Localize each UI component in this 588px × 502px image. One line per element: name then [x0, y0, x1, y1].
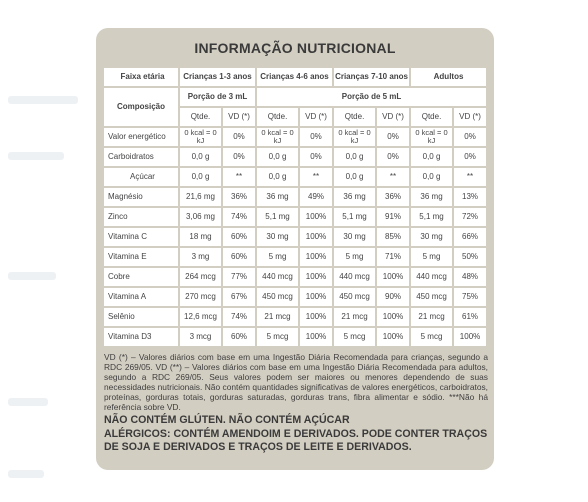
table-row [104, 148, 486, 166]
vd-cell: 67% [223, 288, 255, 306]
vd-cell: 61% [454, 308, 486, 326]
faixa-etaria-label: Faixa etária [104, 68, 178, 86]
vd-cell: 49% [300, 188, 332, 206]
quantity-cell: 21 mcg [334, 308, 375, 326]
nutrient-label: Vitamina D3 [104, 328, 178, 346]
vd-cell: 100% [377, 268, 409, 286]
quantity-cell: 30 mg [334, 228, 375, 246]
quantity-cell: 3 mg [180, 248, 221, 266]
sub-header: Qtde. [180, 108, 221, 126]
gluten-sugar-warning: NÃO CONTÉM GLÚTEN. NÃO CONTÉM AÇÚCAR [104, 414, 350, 426]
quantity-cell: 5 mg [334, 248, 375, 266]
quantity-cell: 0 kcal = 0 kJ [180, 128, 221, 146]
quantity-cell: 440 mcg [411, 268, 452, 286]
allergen-warning: ALÉRGICOS: CONTÉM AMENDOIM E DERIVADOS. PODE CONTER TRAÇOS DE SOJA E DERIVADOS E TRAÇOS DE LEITE E DERIVADOS. [104, 427, 488, 453]
quantity-cell: 5,1 mg [411, 208, 452, 226]
vd-cell: 100% [300, 328, 332, 346]
sub-header: VD (*) [454, 108, 486, 126]
quantity-cell: 5 mcg [411, 328, 452, 346]
vd-cell: ** [300, 168, 332, 186]
quantity-cell: 0,0 g [180, 148, 221, 166]
vd-cell: 13% [454, 188, 486, 206]
vd-cell: 0% [223, 148, 255, 166]
table-row [104, 288, 486, 306]
vd-cell: ** [223, 168, 255, 186]
table-row [104, 188, 486, 206]
quantity-cell: 5 mcg [334, 328, 375, 346]
vd-cell: 100% [300, 228, 332, 246]
sub-header: Qtde. [334, 108, 375, 126]
vd-cell: 91% [377, 208, 409, 226]
table-row [104, 168, 486, 186]
vd-cell: 48% [454, 268, 486, 286]
table-row [104, 328, 486, 346]
vd-cell: 100% [300, 308, 332, 326]
quantity-cell: 0,0 g [180, 168, 221, 186]
quantity-cell: 440 mcg [257, 268, 298, 286]
background-ghost [8, 470, 44, 478]
nutrition-panel [96, 28, 494, 470]
nutrient-label: Carboidratos [104, 148, 178, 166]
vd-cell: 100% [300, 288, 332, 306]
vd-cell: 100% [300, 208, 332, 226]
quantity-cell: 3 mcg [180, 328, 221, 346]
vd-cell: 50% [454, 248, 486, 266]
vd-cell: 72% [454, 208, 486, 226]
footnote-text: VD (*) – Valores diários com base em uma Ingestão Diária Recomendada para crianças, segundo a RDC 269/05. VD (**) – Valores diários com base em uma Ingestão Diária Recomendada para adultos, segundo a RDC 269/05. Seus valores podem ser maiores ou menores dependendo de suas necessidades nutricionais. Não contém quantidades significativas de valores energéticos, carboidratos, proteínas, gorduras totais, gorduras saturadas, gorduras trans, fibra alimentar e sódio. ***Não há referência sobre VD. [104, 352, 488, 412]
vd-cell: 100% [377, 328, 409, 346]
nutrient-label: Valor energético [104, 128, 178, 146]
quantity-cell: 3,06 mg [180, 208, 221, 226]
portion-header: Porção de 5 mL [257, 88, 486, 106]
vd-cell: 85% [377, 228, 409, 246]
vd-cell: 0% [377, 128, 409, 146]
quantity-cell: 21 mcg [257, 308, 298, 326]
sub-header: Qtde. [257, 108, 298, 126]
quantity-cell: 21,6 mg [180, 188, 221, 206]
vd-cell: 100% [300, 268, 332, 286]
vd-cell: 36% [223, 188, 255, 206]
quantity-cell: 12,6 mcg [180, 308, 221, 326]
quantity-cell: 5,1 mg [257, 208, 298, 226]
vd-cell: 100% [454, 328, 486, 346]
vd-cell: 0% [377, 148, 409, 166]
vd-cell: 60% [223, 328, 255, 346]
allergen-warnings [104, 414, 490, 455]
quantity-cell: 30 mg [257, 228, 298, 246]
quantity-cell: 30 mg [411, 228, 452, 246]
quantity-cell: 270 mcg [180, 288, 221, 306]
quantity-cell: 18 mg [180, 228, 221, 246]
nutrient-label: Selênio [104, 308, 178, 326]
sub-header: VD (*) [377, 108, 409, 126]
composicao-label: Composição [104, 88, 178, 126]
nutrient-label: Cobre [104, 268, 178, 286]
panel-title: INFORMAÇÃO NUTRICIONAL [194, 40, 396, 56]
vd-cell: 36% [377, 188, 409, 206]
quantity-cell: 0,0 g [411, 168, 452, 186]
vd-cell: 75% [454, 288, 486, 306]
vd-cell: 0% [223, 128, 255, 146]
age-group-header: Adultos [411, 68, 486, 86]
vd-cell: 100% [377, 308, 409, 326]
vd-cell: 60% [223, 248, 255, 266]
quantity-cell: 5 mg [257, 248, 298, 266]
quantity-cell: 0 kcal = 0 kJ [334, 128, 375, 146]
table-row [104, 228, 486, 246]
background-ghost [8, 96, 78, 104]
nutrient-label: Vitamina E [104, 248, 178, 266]
nutrient-label: Vitamina C [104, 228, 178, 246]
quantity-cell: 36 mg [411, 188, 452, 206]
vd-cell: 71% [377, 248, 409, 266]
quantity-cell: 450 mcg [411, 288, 452, 306]
background-ghost [8, 272, 56, 280]
table-row [104, 248, 486, 266]
table-row [104, 268, 486, 286]
vd-cell: 74% [223, 308, 255, 326]
vd-cell: 60% [223, 228, 255, 246]
quantity-cell: 5 mcg [257, 328, 298, 346]
vd-cell: 77% [223, 268, 255, 286]
age-group-header: Crianças 4-6 anos [257, 68, 332, 86]
quantity-cell: 5,1 mg [334, 208, 375, 226]
vd-cell: 74% [223, 208, 255, 226]
age-group-header: Crianças 1-3 anos [180, 68, 255, 86]
table-row [104, 208, 486, 226]
quantity-cell: 0,0 g [257, 148, 298, 166]
age-group-header: Crianças 7-10 anos [334, 68, 409, 86]
vd-cell: 0% [454, 148, 486, 166]
quantity-cell: 0,0 g [411, 148, 452, 166]
nutrient-label: Zinco [104, 208, 178, 226]
vd-cell: 100% [300, 248, 332, 266]
quantity-cell: 450 mcg [257, 288, 298, 306]
quantity-cell: 5 mg [411, 248, 452, 266]
portion-header: Porção de 3 mL [180, 88, 255, 106]
nutrient-label: Açúcar [104, 168, 178, 186]
quantity-cell: 264 mcg [180, 268, 221, 286]
quantity-cell: 21 mcg [411, 308, 452, 326]
quantity-cell: 0,0 g [334, 168, 375, 186]
vd-cell: ** [454, 168, 486, 186]
table-row [104, 128, 486, 146]
vd-cell: 0% [454, 128, 486, 146]
quantity-cell: 36 mg [334, 188, 375, 206]
quantity-cell: 36 mg [257, 188, 298, 206]
vd-cell: 0% [300, 128, 332, 146]
vd-cell: 90% [377, 288, 409, 306]
quantity-cell: 0 kcal = 0 kJ [411, 128, 452, 146]
quantity-cell: 450 mcg [334, 288, 375, 306]
header-row-age-groups [104, 68, 486, 86]
nutrient-label: Magnésio [104, 188, 178, 206]
table-row [104, 308, 486, 326]
quantity-cell: 0,0 g [334, 148, 375, 166]
background-ghost [8, 398, 48, 406]
nutrition-table [102, 66, 488, 348]
background-ghost [8, 152, 64, 160]
header-row-portions [104, 88, 486, 106]
nutrient-label: Vitamina A [104, 288, 178, 306]
sub-header: VD (*) [300, 108, 332, 126]
quantity-cell: 0,0 g [257, 168, 298, 186]
vd-cell: 0% [300, 148, 332, 166]
vd-cell: ** [377, 168, 409, 186]
quantity-cell: 440 mcg [334, 268, 375, 286]
sub-header: Qtde. [411, 108, 452, 126]
vd-cell: 66% [454, 228, 486, 246]
sub-header: VD (*) [223, 108, 255, 126]
quantity-cell: 0 kcal = 0 kJ [257, 128, 298, 146]
